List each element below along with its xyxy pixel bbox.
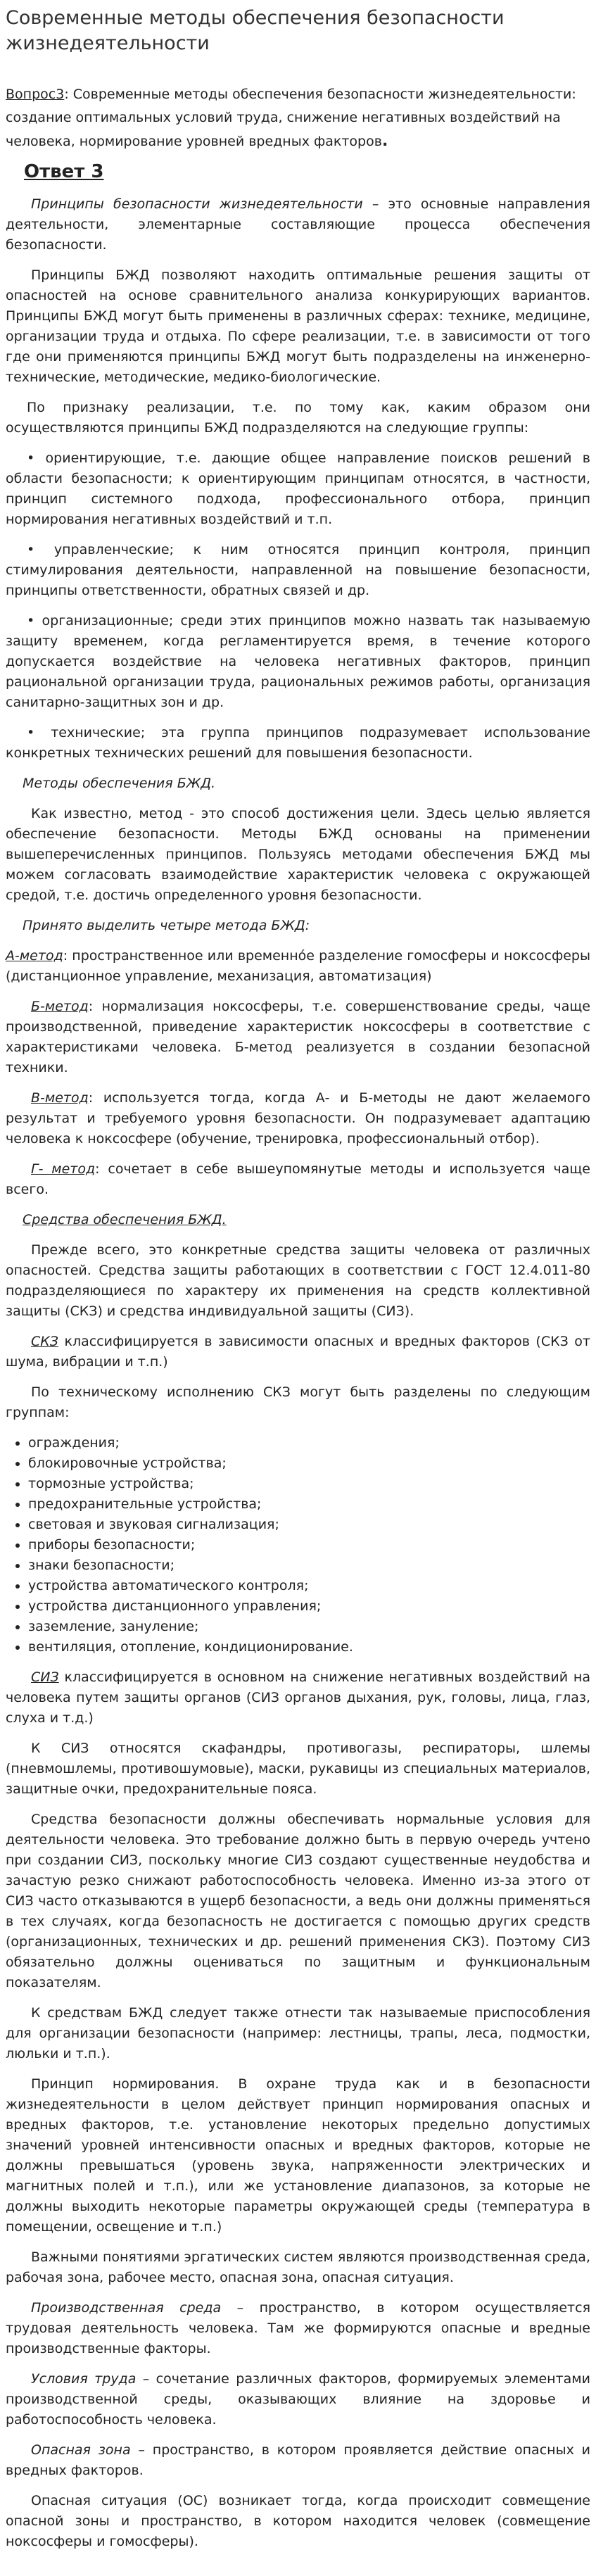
principle-group-item: • организационные; среди этих принципов можно назвать так называемую защиту временем, когда регламентируется время, в течение которого допускается воздействие на человека негативных факторов, принцип рациональной организации труда, рациональных режимов работы, организация санитарно-защитных зон и др.	[6, 613, 590, 710]
definition-paragraph	[6, 2369, 590, 2430]
four-methods-intro	[6, 916, 590, 936]
principle-group-item: • ориентирующие, т.е. дающие общее направление поисков решений в области безопасности; к ориентирующим принципам относятся, в частности, принцип системного подхода, профессионального отбора, принцип нормирования негативных воздействий и т.п.	[6, 450, 590, 527]
method-v-label: В-метод	[31, 1090, 89, 1106]
question-dot: .	[381, 132, 388, 150]
paragraph-text: – это основные направления деятельности, элементарные составляющие процесса обеспечения безопасности.	[6, 196, 590, 253]
paragraph	[6, 194, 590, 255]
definition-text: – пространство, в котором осуществляется трудовая деятельность человека. Там же формируются опасные и вредные производственные факторы.	[6, 2300, 590, 2356]
paragraph: Прежде всего, это конкретные средства защиты человека от различных опасностей. Средства защиты работающих в соответствии с ГОСТ 12.4.011-80 подразделяющиеся по характеру их применения на средств коллективной защиты (СКЗ) и средства индивидуальной защиты (СИЗ).	[6, 1242, 590, 1319]
method-v-text: : используется тогда, когда А- и Б-методы не дают желаемого результат и требуемого уровня безопасности. Он подразумевает адаптацию человека к ноксосфере (обучение, тренировка, профессиональный отбор).	[6, 1090, 590, 1147]
method-a	[6, 946, 590, 987]
paragraph: По техническому исполнению СКЗ могут быть разделены по следующим группам:	[6, 1384, 590, 1420]
principle-group-item: • управленческие; к ним относятся принцип контроля, принцип стимулирования деятельности, направленной на повышение безопасности, принципы ответственности, обратных связей и др.	[6, 542, 590, 598]
section-title-text: Средства обеспечения БЖД.	[23, 1212, 227, 1227]
term-production-environment: Производственная среда	[31, 2300, 222, 2316]
method-g	[6, 1159, 590, 1200]
method-v	[6, 1088, 590, 1149]
term-danger-zone: Опасная зона	[31, 2442, 131, 2458]
definition-text: – пространство, в котором проявляется действие опасных и вредных факторов.	[6, 2442, 591, 2478]
definition-paragraph	[6, 2298, 590, 2359]
section-title-methods	[6, 774, 590, 794]
answer-heading: Ответ 3	[24, 161, 104, 182]
paragraph: Принцип нормирования. В охране труда как и в безопасности жизнедеятельности в целом действует принцип нормирования опасных и вредных факторов, т.е. установление некоторых предельно допустимых значений уровней интенсивности опасных и вредных факторов, которые не должны превышаться (уровень звука, напряженности электрических и магнитных полей и т.п.), или же установление диапазонов, за которые не должны выходить некоторые параметры окружающей среды (температура в помещении, освещение и т.п.)	[6, 2076, 590, 2235]
siz-text: классифицируется в основном на снижение негативных воздействий на человека путем защиты органов (СИЗ органов дыхания, рук, головы, лица, глаз, слуха и т.д.)	[6, 1669, 590, 1726]
skz-groups-list	[6, 1433, 590, 1658]
question-label: Вопрос3	[6, 87, 65, 102]
definition-paragraph	[6, 2440, 590, 2481]
paragraph: Опасная ситуация (ОС) возникает тогда, когда происходит совмещение опасной зоны и пространство, в котором находится человек (совмещение ноксосферы и гомосферы).	[6, 2493, 590, 2549]
term-principles: Принципы безопасности жизнедеятельности	[31, 196, 363, 212]
list-item: • световая и звуковая сигнализация;	[28, 1515, 590, 1535]
list-item: • приборы безопасности;	[28, 1535, 590, 1555]
list-item: • устройства автоматического контроля;	[28, 1576, 590, 1596]
method-g-text: : сочетает в себе вышеупомянутые методы и используется чаще всего.	[6, 1161, 590, 1197]
skz-label: СКЗ	[31, 1334, 58, 1349]
list-item: • тормозные устройства;	[28, 1474, 590, 1494]
method-b-text: : нормализация ноксосферы, т.е. совершенствование среды, чаще производственной, приведение характеристик ноксосферы в соответствие с характеристиками человека. Б-метод реализуется в создании безопасной техники.	[6, 999, 590, 1075]
method-a-text: : пространственное или временнóе разделение гомосферы и ноксосферы (дистанционное управление, механизация, автоматизация)	[6, 948, 590, 984]
principle-group-item: • технические; эта группа принципов подразумевает использование конкретных технических решений для повышения безопасности.	[6, 725, 590, 761]
list-item: • знаки безопасности;	[28, 1555, 590, 1576]
paragraph: К средствам БЖД следует также отнести так называемые приспособления для организации безопасности (например: лестницы, трапы, леса, подмостки, люльки и т.п.).	[6, 2005, 590, 2062]
list-item: • вентиляция, отопление, кондиционирование.	[28, 1637, 590, 1658]
list-item: • предохранительные устройства;	[28, 1494, 590, 1515]
method-b	[6, 997, 590, 1078]
paragraph: К СИЗ относятся скафандры, противогазы, респираторы, шлемы (пневмошлемы, противошумовые), маски, рукавицы из специальных материалов, защитные очки, предохранительные пояса.	[6, 1741, 590, 1797]
list-item: • ограждения;	[28, 1433, 590, 1453]
siz-label: СИЗ	[31, 1669, 59, 1685]
term-working-conditions: Условия труда	[31, 2371, 137, 2387]
question-block	[6, 83, 590, 153]
method-g-label: Г- метод	[31, 1161, 96, 1177]
four-methods-text: Принято выделить четыре метода БЖД:	[23, 918, 310, 933]
list-item: • устройства дистанционного управления;	[28, 1596, 590, 1617]
section-title-text: Методы обеспечения БЖД.	[23, 776, 216, 791]
paragraph: Средства безопасности должны обеспечивать нормальные условия для деятельности человека. Это требование должно быть в первую очередь учтено при создании СИЗ, поскольку многие СИЗ создают существенные неудобства и зачастую резко снижают работоспособность человека. Именно из-за этого от СИЗ часто отказываются в ущерб безопасности, а ведь они должны применяться в тех случаях, когда безопасность не достигается с помощью других средств (организационных, технических и др. решений применения СКЗ). Поэтому СИЗ обязательно должны оцениваться по защитным и функциональным показателям.	[6, 1812, 590, 1990]
definition-text: – сочетание различных факторов, формируемых элементами производственной среды, оказывающих влияние на здоровье и работоспособность человека.	[6, 2371, 590, 2427]
paragraph: Важными понятиями эргатических систем являются производственная среда, рабочая зона, рабочее место, опасная зона, опасная ситуация.	[6, 2249, 590, 2285]
skz-paragraph	[6, 1332, 590, 1372]
list-item: • заземление, зануление;	[28, 1617, 590, 1637]
siz-paragraph	[6, 1667, 590, 1729]
paragraph: Принципы БЖД позволяют находить оптимальные решения защиты от опасностей на основе сравнительного анализа конкурирующих вариантов. Принципы БЖД могут быть применены в различных сферах: технике, медицине, организации труда и отдыха. По сфере реализации, т.е. в зависимости от того где они применяются принципы БЖД могут быть подразделены на инженерно-технические, методические, медико-биологические.	[6, 267, 590, 385]
section-title-means	[6, 1210, 590, 1230]
page-title: Современные методы обеспечения безопасности жизнедеятельности	[6, 7, 505, 54]
skz-text: классифицируется в зависимости опасных и вредных факторов (СКЗ от шума, вибрации и т.п.)	[6, 1334, 590, 1370]
method-b-label: Б-метод	[31, 999, 89, 1014]
paragraph: Как известно, метод - это способ достижения цели. Здесь целью является обеспечение безопасности. Методы БЖД основаны на применении вышеперечисленных принципов. Пользуясь методами обеспечения БЖД мы можем согласовать взаимодействие характеристик человека с окружающей средой, т.е. достичь определенного уровня безопасности.	[6, 806, 590, 903]
list-item: • блокировочные устройства;	[28, 1453, 590, 1474]
question-text: : Современные методы обеспечения безопасности жизнедеятельности: создание оптимальных условий труда, снижение негативных воздействий на человека, нормирование уровней вредных факторов	[6, 87, 576, 149]
method-a-label: А-метод	[6, 948, 63, 964]
paragraph: По признаку реализации, т.е. по тому как, каким образом они осуществляются принципы БЖД подразделяются на следующие группы:	[6, 400, 590, 436]
